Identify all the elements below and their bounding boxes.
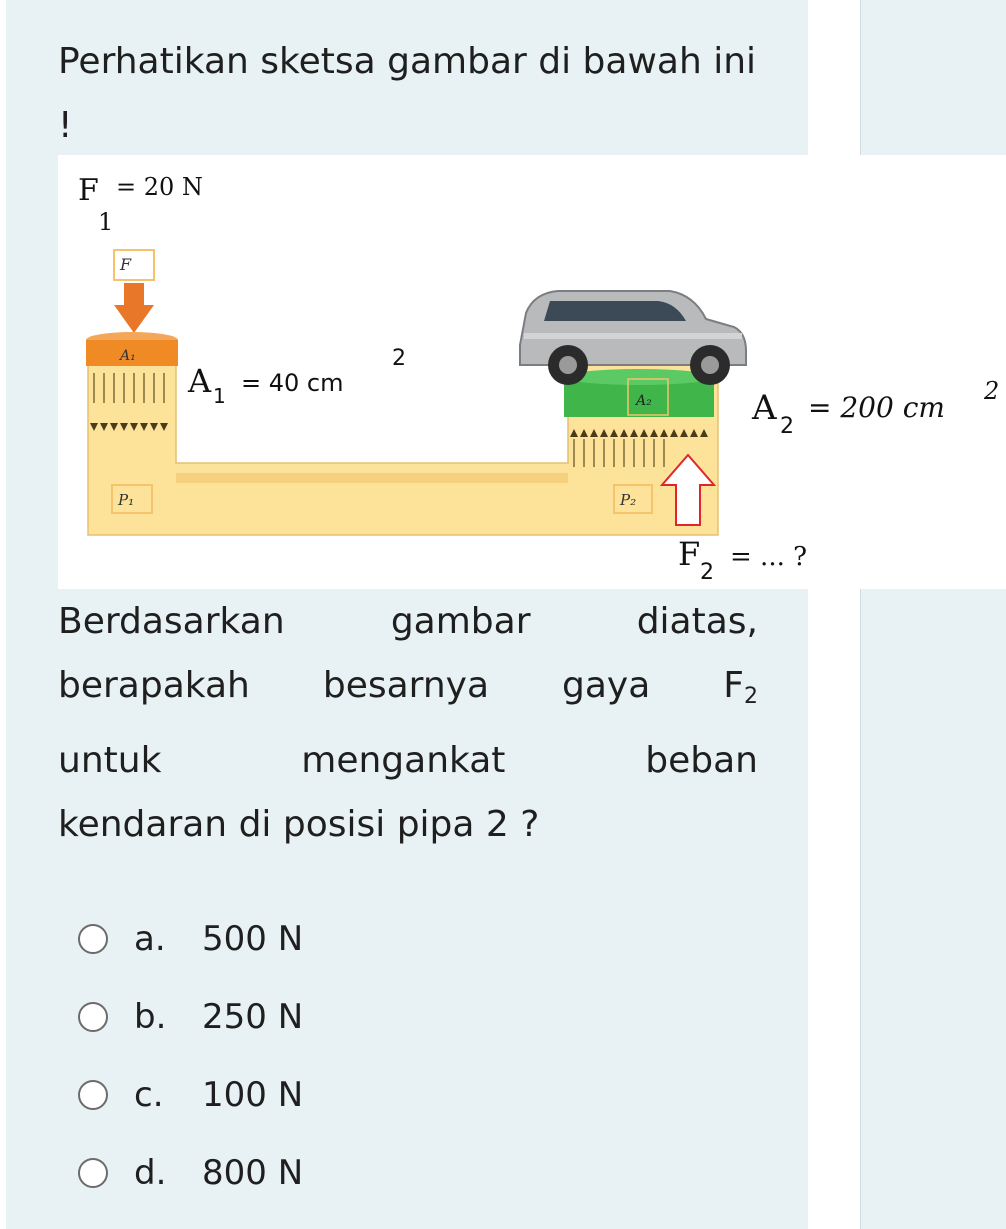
question-line-2-sub: 2 xyxy=(744,684,758,709)
question-line-2 xyxy=(58,654,758,729)
option-value: 800 N xyxy=(202,1153,304,1193)
f1-value: = 20 N xyxy=(116,173,203,201)
question-line-2-text: berapakah besarnya gaya F xyxy=(58,665,744,706)
question-body xyxy=(58,590,758,857)
force-tag: F xyxy=(120,255,132,274)
radio-button-icon[interactable] xyxy=(78,1080,108,1110)
a2-exp: 2 xyxy=(984,377,1000,405)
option-c[interactable] xyxy=(78,1056,678,1134)
f2-value: = ... ? xyxy=(730,542,808,572)
radio-button-icon[interactable] xyxy=(78,1002,108,1032)
a2-value: = 200 cm xyxy=(808,391,945,424)
option-value: 500 N xyxy=(202,919,304,959)
f2-sub: 2 xyxy=(700,560,714,585)
f1-label: F xyxy=(78,173,99,208)
a1-sub: 1 xyxy=(213,384,226,408)
option-value: 100 N xyxy=(202,1075,304,1115)
option-letter: a. xyxy=(134,919,166,959)
hydraulic-diagram xyxy=(58,155,1006,589)
a1-exp: 2 xyxy=(392,346,406,371)
question-line-4: kendaran di posisi pipa 2 ? xyxy=(58,804,540,845)
option-d[interactable] xyxy=(78,1134,678,1212)
f2-label: F xyxy=(678,535,701,573)
option-a[interactable] xyxy=(78,900,678,978)
hydraulic-figure xyxy=(58,155,1006,589)
question-intro: Perhatikan sketsa gambar di bawah ini ! xyxy=(58,41,757,146)
piston2-tag: A₂ xyxy=(636,393,652,409)
option-letter: b. xyxy=(134,997,167,1037)
question-line-1: Berdasarkan gambar diatas, xyxy=(58,601,758,642)
p1-tag: P₁ xyxy=(118,491,135,509)
piston1-tag: A₁ xyxy=(120,348,136,364)
connecting-pipe xyxy=(176,473,568,483)
radio-button-icon[interactable] xyxy=(78,1158,108,1188)
p2-tag: P₂ xyxy=(620,491,637,509)
option-b[interactable] xyxy=(78,978,678,1056)
radio-button-icon[interactable] xyxy=(78,924,108,954)
a2-label: A xyxy=(752,388,777,428)
option-letter: d. xyxy=(134,1153,167,1193)
option-letter: c. xyxy=(134,1075,164,1115)
force-arrow-icon xyxy=(114,283,154,333)
a2-sub: 2 xyxy=(780,414,794,439)
a1-label: A xyxy=(188,362,212,400)
a1-value: = 40 cm xyxy=(241,369,344,397)
question-line-3: untuk mengankat beban xyxy=(58,740,758,781)
answer-options xyxy=(78,900,678,1212)
f1-sub: 1 xyxy=(98,208,114,236)
option-value: 250 N xyxy=(202,997,304,1037)
